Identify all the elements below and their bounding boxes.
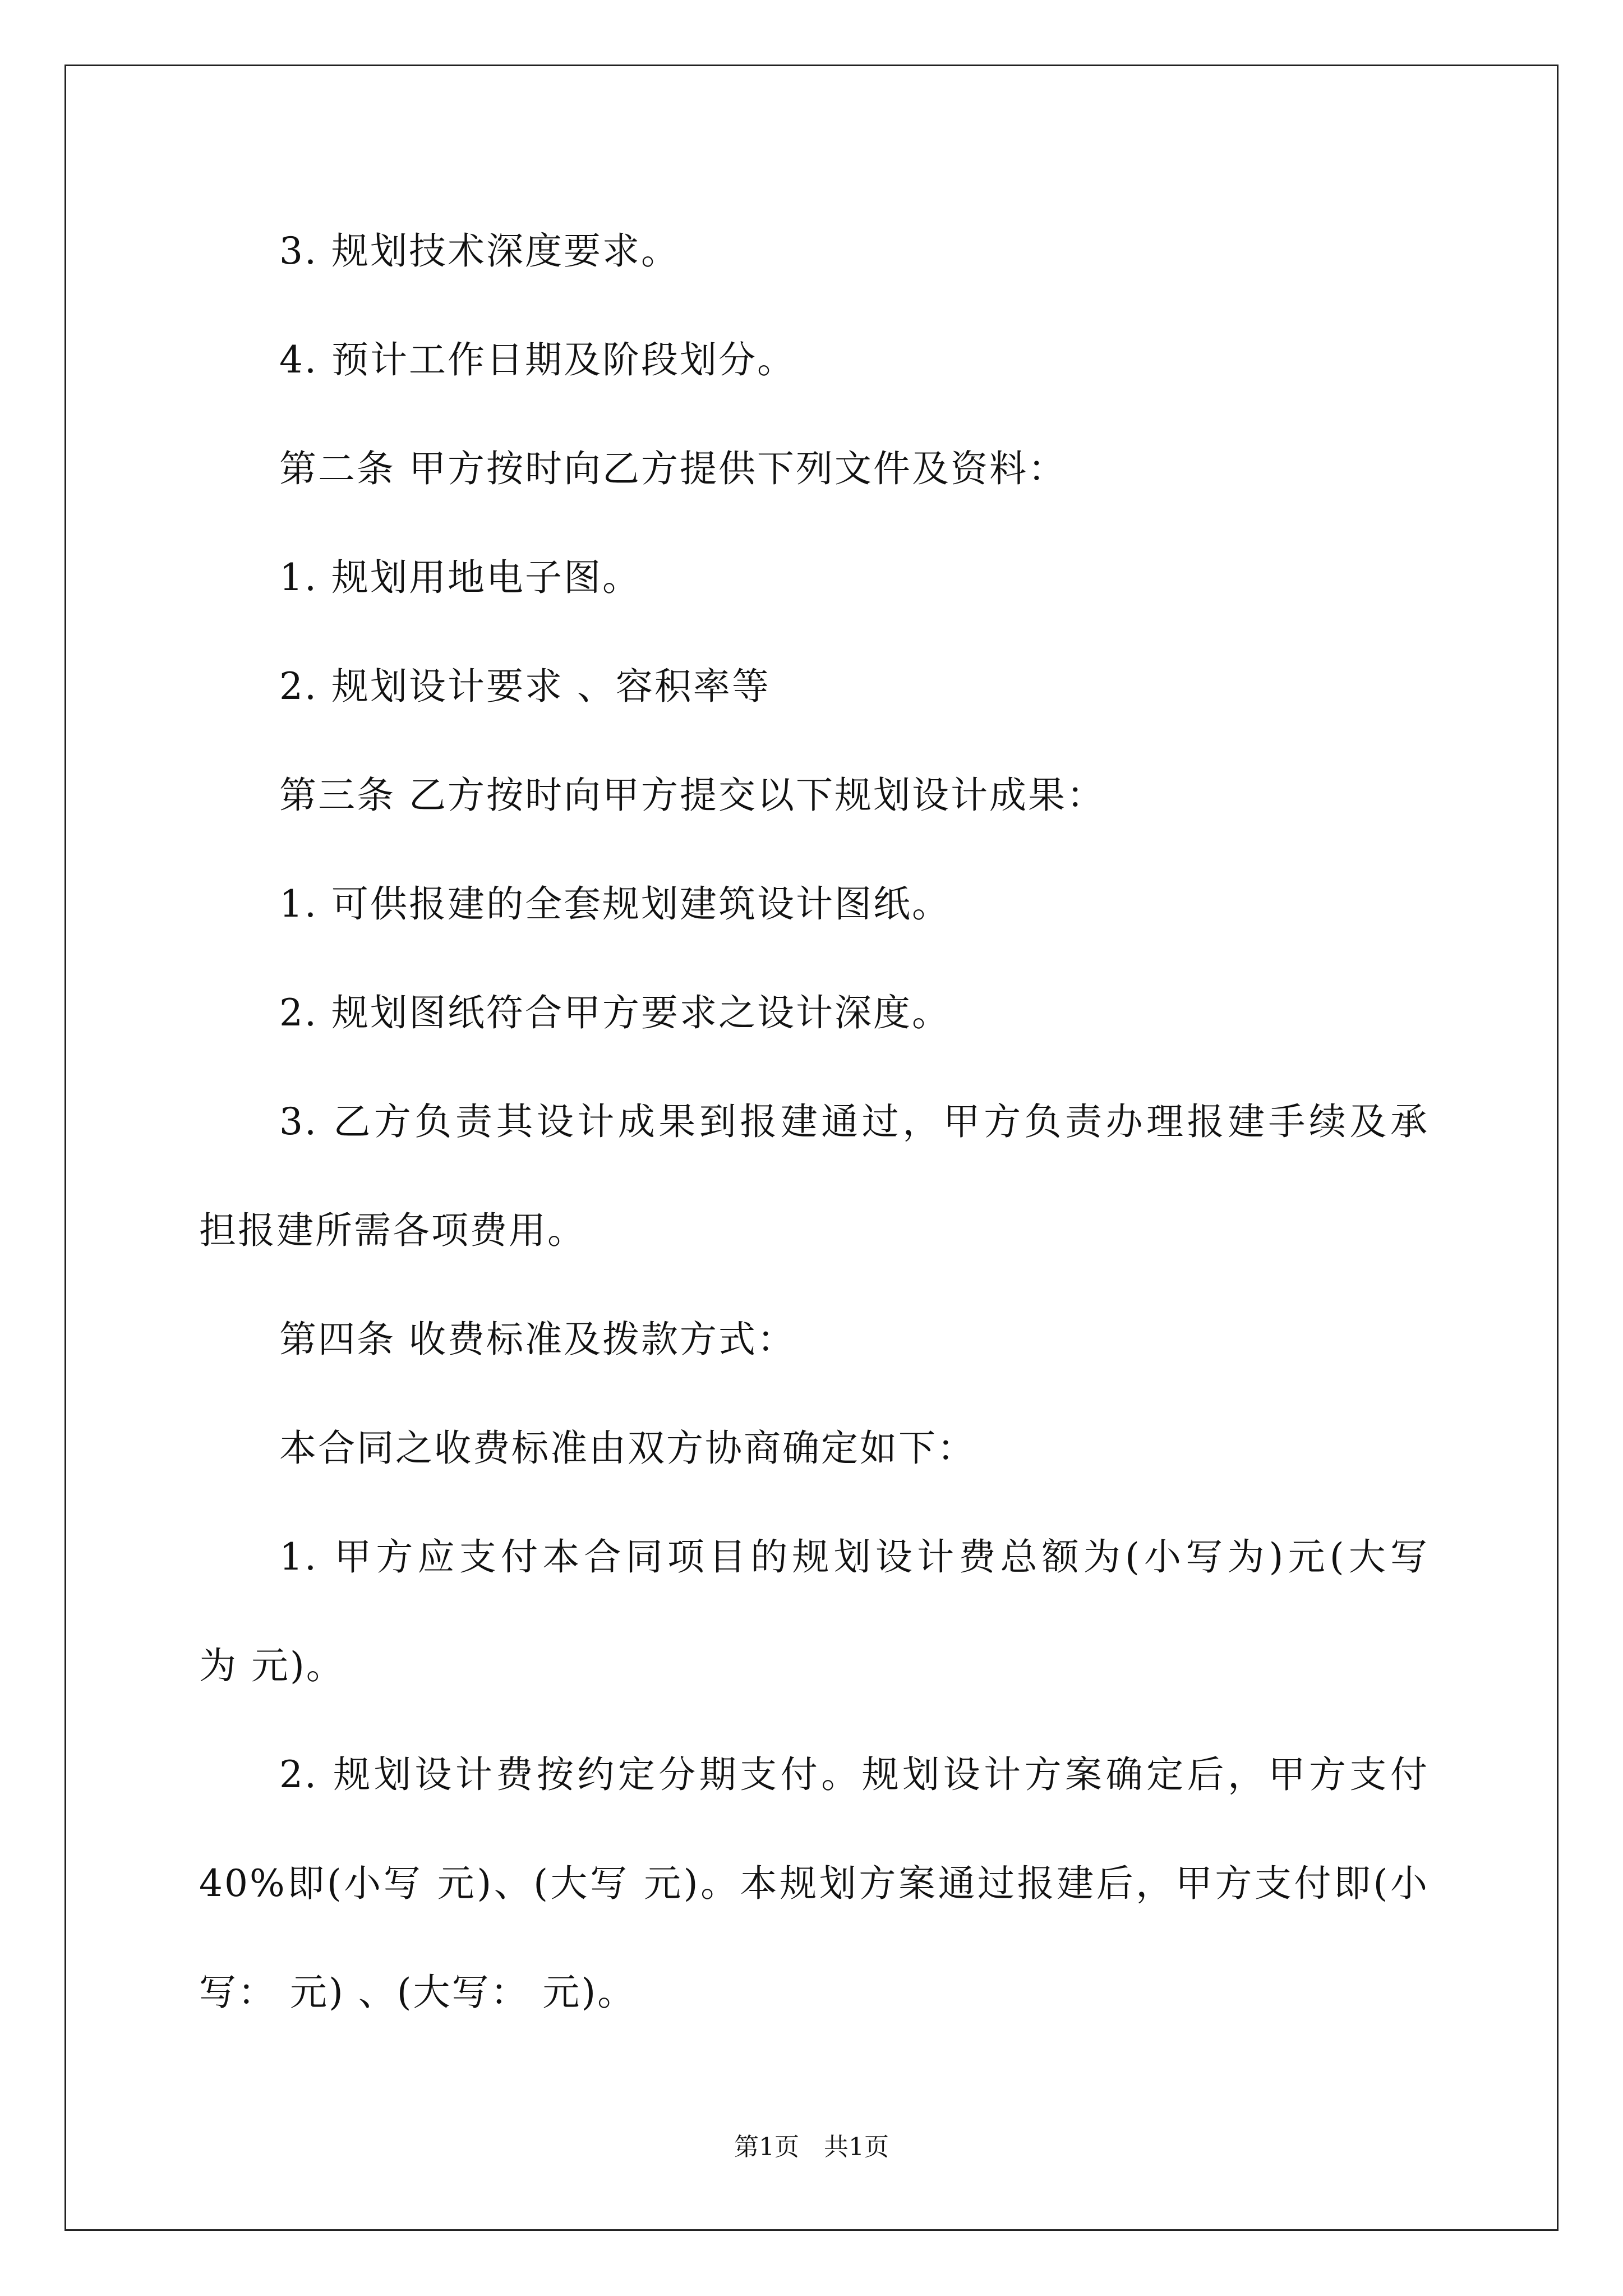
paragraph-line: 2. 规划图纸符合甲方要求之设计深度。 [279,991,951,1034]
paragraph-line: 2. 规划设计费按约定分期支付。规划设计方案确定后，甲方支付 [279,1753,1429,1796]
paragraph-line: 3. 规划技术深度要求。 [279,229,680,273]
paragraph-line: 4. 预计工作日期及阶段划分。 [279,338,796,381]
paragraph-line: 1. 规划用地电子图。 [279,556,641,599]
paragraph-line: 为 元)。 [199,1644,345,1687]
paragraph-line: 第四条 收费标准及拨款方式： [279,1318,796,1361]
paragraph-line: 本合同之收费标准由双方协商确定如下： [279,1427,976,1470]
paragraph-line: 1. 可供报建的全套规划建筑设计图纸。 [279,882,951,926]
paragraph-line: 3. 乙方负责其设计成果到报建通过，甲方负责办理报建手续及承 [279,1100,1429,1143]
paragraph-line: 担报建所需各项费用。 [199,1209,586,1252]
paragraph-line: 写： 元) 、(大写： 元)。 [199,1971,637,2014]
paragraph-line: 2. 规划设计要求 、容积率等 [279,665,771,708]
paragraph-line: 40%即(小写 元)、(大写 元)。本规划方案通过报建后，甲方支付即(小 [199,1862,1429,1905]
page-footer: 第1页 共1页 [734,2133,889,2161]
paragraph-line: 第三条 乙方按时向甲方提交以下规划设计成果： [279,774,1105,817]
paragraph-line: 第二条 甲方按时向乙方提供下列文件及资料： [279,447,1067,490]
paragraph-line: 1. 甲方应支付本合同项目的规划设计费总额为(小写为)元(大写 [279,1535,1429,1579]
